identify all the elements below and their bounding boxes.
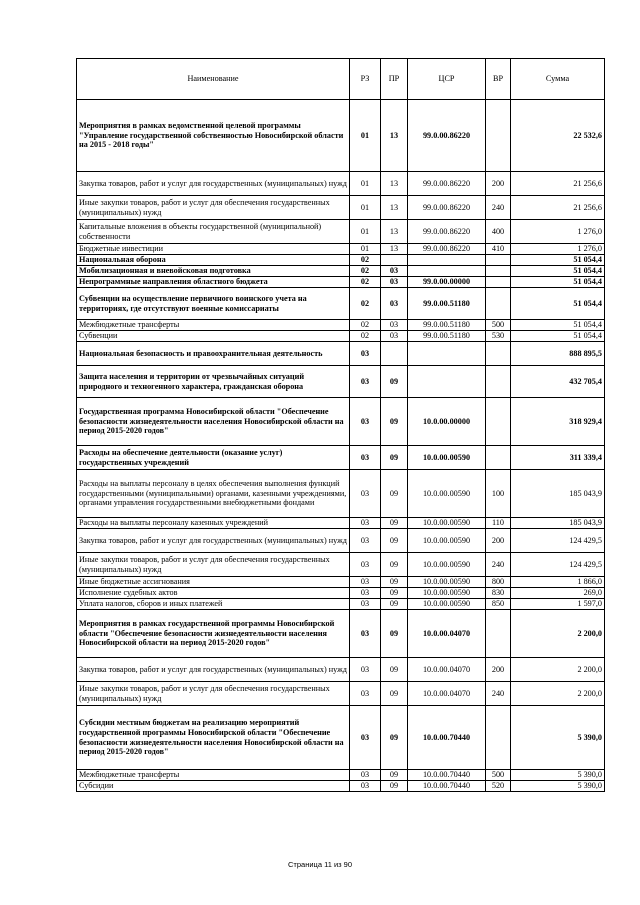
- cell-sum: 21 256,6: [511, 172, 605, 196]
- table-row: [77, 781, 605, 792]
- cell-pr: 09: [381, 599, 408, 610]
- cell-rz: 02: [350, 320, 381, 331]
- header-pr: ПР: [381, 59, 408, 100]
- table-row: [77, 172, 605, 196]
- cell-vr: [486, 366, 511, 398]
- cell-csr: 10.0.00.00590: [408, 518, 486, 529]
- cell-csr: 99.0.00.86220: [408, 100, 486, 172]
- cell-pr: [381, 255, 408, 266]
- cell-name: Расходы на выплаты персоналу казенных учреждений: [77, 518, 350, 529]
- cell-pr: [381, 342, 408, 366]
- cell-name: Закупка товаров, работ и услуг для государственных (муниципальных) нужд: [77, 658, 350, 682]
- cell-csr: [408, 266, 486, 277]
- cell-rz: 03: [350, 658, 381, 682]
- cell-vr: [486, 277, 511, 288]
- table-header-row: [77, 59, 605, 100]
- header-sum: Сумма: [511, 59, 605, 100]
- cell-vr: 520: [486, 781, 511, 792]
- table-row: [77, 288, 605, 320]
- cell-csr: 10.0.00.70440: [408, 781, 486, 792]
- table-row: [77, 553, 605, 577]
- cell-pr: 09: [381, 518, 408, 529]
- cell-vr: [486, 100, 511, 172]
- cell-pr: 09: [381, 610, 408, 658]
- cell-pr: 09: [381, 446, 408, 470]
- cell-sum: 21 256,6: [511, 196, 605, 220]
- cell-sum: 5 390,0: [511, 770, 605, 781]
- cell-rz: 02: [350, 288, 381, 320]
- table-row: [77, 398, 605, 446]
- cell-name: Мероприятия в рамках государственной программы Новосибирской области "Обеспечение безопасности жизнедеятельности населения Новосибирской области на период 2015-2020 годов": [77, 610, 350, 658]
- cell-vr: [486, 342, 511, 366]
- cell-sum: 51 054,4: [511, 255, 605, 266]
- cell-pr: 09: [381, 682, 408, 706]
- table-row: [77, 277, 605, 288]
- cell-csr: 99.0.00.51180: [408, 288, 486, 320]
- cell-rz: 01: [350, 196, 381, 220]
- cell-rz: 02: [350, 255, 381, 266]
- table-row: [77, 470, 605, 518]
- cell-sum: 2 200,0: [511, 610, 605, 658]
- cell-name: Иные закупки товаров, работ и услуг для обеспечения государственных (муниципальных) нужд: [77, 553, 350, 577]
- table-row: [77, 706, 605, 770]
- cell-sum: 185 043,9: [511, 470, 605, 518]
- cell-name: Мероприятия в рамках ведомственной целевой программы "Управление государственной собственностью Новосибирской области на 2015 - 2018 годы": [77, 100, 350, 172]
- cell-name: Иные закупки товаров, работ и услуг для обеспечения государственных (муниципальных) нужд: [77, 682, 350, 706]
- cell-rz: 03: [350, 610, 381, 658]
- cell-vr: 500: [486, 320, 511, 331]
- cell-vr: 200: [486, 172, 511, 196]
- cell-sum: 2 200,0: [511, 682, 605, 706]
- cell-csr: 99.0.00.00000: [408, 277, 486, 288]
- cell-sum: 318 929,4: [511, 398, 605, 446]
- cell-rz: 03: [350, 398, 381, 446]
- cell-name: Закупка товаров, работ и услуг для государственных (муниципальных) нужд: [77, 172, 350, 196]
- cell-vr: [486, 288, 511, 320]
- cell-csr: 10.0.00.70440: [408, 770, 486, 781]
- cell-sum: 311 339,4: [511, 446, 605, 470]
- cell-pr: 03: [381, 288, 408, 320]
- cell-name: Субсидии местным бюджетам на реализацию мероприятий государственной программы Новосибирской области "Обеспечение безопасности жизнедеятельности населения Новосибирской области на период 2015-2020 годов": [77, 706, 350, 770]
- cell-csr: 10.0.00.00590: [408, 599, 486, 610]
- cell-vr: [486, 266, 511, 277]
- cell-sum: 5 390,0: [511, 706, 605, 770]
- cell-csr: [408, 342, 486, 366]
- cell-pr: 03: [381, 277, 408, 288]
- cell-pr: 09: [381, 770, 408, 781]
- cell-name: Национальная оборона: [77, 255, 350, 266]
- cell-vr: 200: [486, 658, 511, 682]
- cell-pr: 09: [381, 588, 408, 599]
- cell-sum: 2 200,0: [511, 658, 605, 682]
- table-row: [77, 682, 605, 706]
- cell-pr: 03: [381, 331, 408, 342]
- table-row: [77, 610, 605, 658]
- cell-rz: 03: [350, 470, 381, 518]
- cell-rz: 03: [350, 446, 381, 470]
- cell-sum: 124 429,5: [511, 529, 605, 553]
- table-row: [77, 446, 605, 470]
- table-row: [77, 331, 605, 342]
- cell-name: Межбюджетные трансферты: [77, 320, 350, 331]
- cell-vr: [486, 706, 511, 770]
- cell-name: Иные бюджетные ассигнования: [77, 577, 350, 588]
- cell-rz: 01: [350, 220, 381, 244]
- cell-csr: 99.0.00.86220: [408, 172, 486, 196]
- cell-rz: 03: [350, 529, 381, 553]
- cell-csr: 99.0.00.51180: [408, 331, 486, 342]
- cell-vr: 410: [486, 244, 511, 255]
- cell-sum: 185 043,9: [511, 518, 605, 529]
- cell-pr: 03: [381, 266, 408, 277]
- table-row: [77, 588, 605, 599]
- table-body: [77, 100, 605, 792]
- cell-sum: 1 597,0: [511, 599, 605, 610]
- cell-pr: 13: [381, 196, 408, 220]
- cell-vr: 830: [486, 588, 511, 599]
- cell-sum: 51 054,4: [511, 277, 605, 288]
- cell-csr: 10.0.00.04070: [408, 658, 486, 682]
- cell-vr: [486, 610, 511, 658]
- cell-vr: 240: [486, 196, 511, 220]
- cell-rz: 03: [350, 682, 381, 706]
- cell-csr: 10.0.00.00590: [408, 529, 486, 553]
- cell-name: Бюджетные инвестиции: [77, 244, 350, 255]
- cell-pr: 13: [381, 220, 408, 244]
- cell-csr: [408, 255, 486, 266]
- cell-csr: 10.0.00.00000: [408, 398, 486, 446]
- cell-sum: 51 054,4: [511, 288, 605, 320]
- cell-csr: 10.0.00.00590: [408, 553, 486, 577]
- cell-sum: 1 866,0: [511, 577, 605, 588]
- cell-pr: 09: [381, 658, 408, 682]
- cell-name: Капитальные вложения в объекты государственной (муниципальной) собственности: [77, 220, 350, 244]
- cell-sum: 5 390,0: [511, 781, 605, 792]
- cell-name: Защита населения и территории от чрезвычайных ситуаций природного и техногенного характера, гражданская оборона: [77, 366, 350, 398]
- cell-vr: 110: [486, 518, 511, 529]
- cell-name: Мобилизационная и вневойсковая подготовка: [77, 266, 350, 277]
- table-row: [77, 342, 605, 366]
- table-row: [77, 100, 605, 172]
- cell-rz: 01: [350, 172, 381, 196]
- cell-rz: 03: [350, 366, 381, 398]
- table-row: [77, 366, 605, 398]
- cell-vr: 240: [486, 682, 511, 706]
- cell-rz: 01: [350, 244, 381, 255]
- header-csr: ЦСР: [408, 59, 486, 100]
- cell-sum: 888 895,5: [511, 342, 605, 366]
- page-footer: Страница 11 из 90: [288, 860, 352, 869]
- cell-csr: 99.0.00.86220: [408, 244, 486, 255]
- cell-pr: 09: [381, 706, 408, 770]
- cell-name: Расходы на обеспечение деятельности (оказание услуг) государственных учреждений: [77, 446, 350, 470]
- table-row: [77, 320, 605, 331]
- cell-name: Закупка товаров, работ и услуг для государственных (муниципальных) нужд: [77, 529, 350, 553]
- cell-name: Исполнение судебных актов: [77, 588, 350, 599]
- cell-rz: 02: [350, 277, 381, 288]
- cell-pr: 09: [381, 529, 408, 553]
- cell-rz: 01: [350, 100, 381, 172]
- cell-vr: 200: [486, 529, 511, 553]
- cell-vr: 240: [486, 553, 511, 577]
- cell-rz: 03: [350, 588, 381, 599]
- cell-name: Национальная безопасность и правоохранительная деятельность: [77, 342, 350, 366]
- cell-csr: 99.0.00.51180: [408, 320, 486, 331]
- cell-csr: 10.0.00.70440: [408, 706, 486, 770]
- cell-rz: 03: [350, 706, 381, 770]
- table-row: [77, 529, 605, 553]
- cell-pr: 09: [381, 781, 408, 792]
- cell-vr: 100: [486, 470, 511, 518]
- header-rz: РЗ: [350, 59, 381, 100]
- cell-csr: 10.0.00.00590: [408, 446, 486, 470]
- cell-name: Уплата налогов, сборов и иных платежей: [77, 599, 350, 610]
- cell-name: Субсидии: [77, 781, 350, 792]
- cell-sum: 432 705,4: [511, 366, 605, 398]
- cell-csr: 10.0.00.00590: [408, 577, 486, 588]
- cell-csr: 10.0.00.04070: [408, 610, 486, 658]
- cell-name: Субвенции на осуществление первичного воинского учета на территориях, где отсутствуют военные комиссариаты: [77, 288, 350, 320]
- cell-pr: 09: [381, 398, 408, 446]
- header-vr: ВР: [486, 59, 511, 100]
- table-row: [77, 770, 605, 781]
- cell-pr: 13: [381, 172, 408, 196]
- cell-vr: [486, 398, 511, 446]
- table-row: [77, 518, 605, 529]
- budget-table: [76, 58, 605, 792]
- table-row: [77, 196, 605, 220]
- cell-name: Иные закупки товаров, работ и услуг для обеспечения государственных (муниципальных) нужд: [77, 196, 350, 220]
- cell-vr: [486, 446, 511, 470]
- cell-pr: 09: [381, 553, 408, 577]
- cell-sum: 269,0: [511, 588, 605, 599]
- cell-sum: 51 054,4: [511, 331, 605, 342]
- cell-csr: 10.0.00.00590: [408, 588, 486, 599]
- cell-sum: 1 276,0: [511, 244, 605, 255]
- cell-pr: 13: [381, 244, 408, 255]
- cell-vr: 850: [486, 599, 511, 610]
- table-row: [77, 577, 605, 588]
- cell-csr: 10.0.00.04070: [408, 682, 486, 706]
- cell-rz: 03: [350, 781, 381, 792]
- cell-sum: 51 054,4: [511, 320, 605, 331]
- cell-vr: 400: [486, 220, 511, 244]
- cell-sum: 1 276,0: [511, 220, 605, 244]
- cell-rz: 03: [350, 518, 381, 529]
- table-row: [77, 244, 605, 255]
- cell-vr: 800: [486, 577, 511, 588]
- cell-sum: 51 054,4: [511, 266, 605, 277]
- cell-name: Субвенции: [77, 331, 350, 342]
- cell-sum: 22 532,6: [511, 100, 605, 172]
- cell-name: Государственная программа Новосибирской области "Обеспечение безопасности жизнедеятельности населения Новосибирской области на период 2015-2020 годов": [77, 398, 350, 446]
- cell-rz: 03: [350, 577, 381, 588]
- cell-rz: 02: [350, 331, 381, 342]
- header-name: Наименование: [77, 59, 350, 100]
- table-row: [77, 220, 605, 244]
- cell-rz: 03: [350, 342, 381, 366]
- cell-name: Расходы на выплаты персоналу в целях обеспечения выполнения функций государственными (муниципальными) органами, казенными учреждениями, органами управления государственными внебюджетными фондами: [77, 470, 350, 518]
- cell-csr: 10.0.00.00590: [408, 470, 486, 518]
- cell-name: Межбюджетные трансферты: [77, 770, 350, 781]
- cell-rz: 03: [350, 770, 381, 781]
- cell-vr: 530: [486, 331, 511, 342]
- cell-pr: 09: [381, 470, 408, 518]
- table-row: [77, 266, 605, 277]
- cell-rz: 03: [350, 599, 381, 610]
- cell-vr: 500: [486, 770, 511, 781]
- table-row: [77, 255, 605, 266]
- table-row: [77, 658, 605, 682]
- cell-pr: 03: [381, 320, 408, 331]
- cell-name: Непрограммные направления областного бюджета: [77, 277, 350, 288]
- cell-sum: 124 429,5: [511, 553, 605, 577]
- cell-csr: 99.0.00.86220: [408, 196, 486, 220]
- cell-csr: 99.0.00.86220: [408, 220, 486, 244]
- cell-vr: [486, 255, 511, 266]
- cell-rz: 03: [350, 553, 381, 577]
- table-row: [77, 599, 605, 610]
- cell-pr: 13: [381, 100, 408, 172]
- cell-pr: 09: [381, 577, 408, 588]
- cell-pr: 09: [381, 366, 408, 398]
- cell-csr: [408, 366, 486, 398]
- cell-rz: 02: [350, 266, 381, 277]
